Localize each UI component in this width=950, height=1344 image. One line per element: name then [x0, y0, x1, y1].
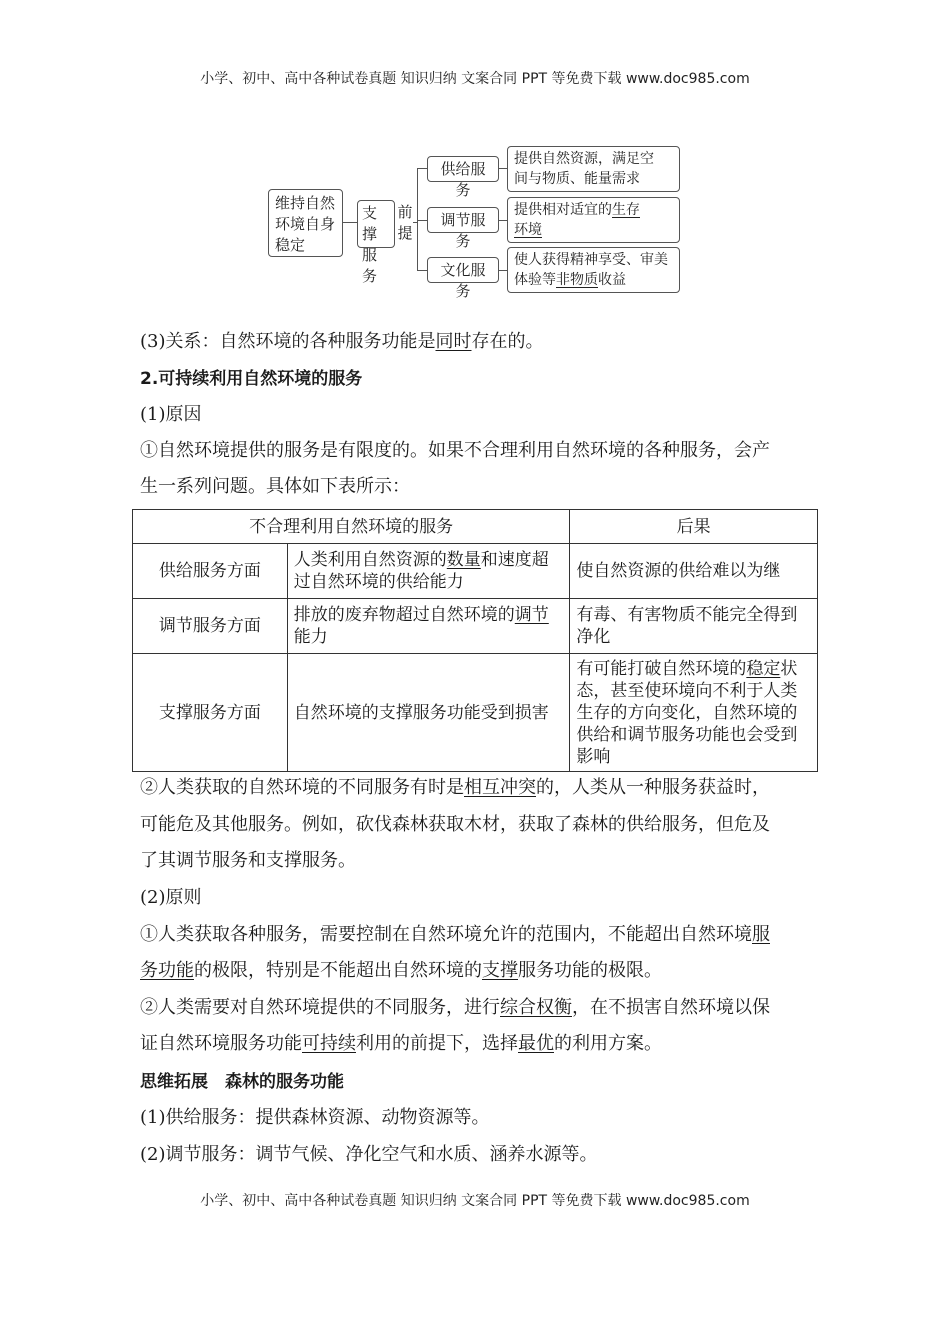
maintain-stability-box: 维持自然环境自身稳定 [268, 189, 343, 257]
connector [499, 168, 507, 169]
supply-service-box: 供给服务 [427, 156, 499, 182]
connector [417, 270, 427, 271]
reason-1-line2: 生一系列问题。具体如下表所示： [140, 476, 410, 497]
table-row [133, 510, 818, 544]
page-footer: 小学、初中、高中各种试卷真题 知识归纳 文案合同 PPT 等免费下载 www.doc985.com [200, 1193, 750, 1209]
table-header: 后果 [570, 510, 818, 544]
table-cell-result: 有毒、有害物质不能完全得到净化 [570, 599, 818, 654]
cultural-service-box: 文化服务 [427, 257, 499, 283]
section-title: 2.可持续利用自然环境的服务 [140, 369, 363, 389]
reason-2-line1: ②人类获取的自然环境的不同服务有时是相互冲突的，人类从一种服务获益时， [140, 777, 770, 798]
table-cell-result: 有可能打破自然环境的稳定状态，甚至使环境向不利于人类生存的方向变化，自然环境的供给和调节服务功能也会受到影响 [570, 654, 818, 772]
principle-1-line1: ①人类获取各种服务，需要控制在自然环境允许的范围内，不能超出自然环境服 [140, 924, 770, 945]
regulating-service-box: 调节服务 [427, 207, 499, 233]
table-row [133, 599, 818, 654]
table-cell-aspect: 供给服务方面 [133, 544, 288, 599]
reason-2-line3: 了其调节服务和支撑服务。 [140, 850, 356, 871]
consequence-table [132, 509, 818, 772]
cultural-desc-box: 使人获得精神享受、审美 体验等非物质收益 [507, 247, 680, 293]
connector [417, 168, 427, 169]
table-cell-cause: 自然环境的支撑服务功能受到损害 [287, 654, 570, 772]
principle-2-line1: ②人类需要对自然环境提供的不同服务，进行综合权衡，在不损害自然环境以保 [140, 997, 770, 1018]
connector [417, 220, 427, 221]
table-row [133, 544, 818, 599]
extension-item-1: (1)供给服务：提供森林资源、动物资源等。 [140, 1107, 490, 1128]
table-cell-cause: 排放的废弃物超过自然环境的调节能力 [287, 599, 570, 654]
table-header: 不合理利用自然环境的服务 [133, 510, 570, 544]
supply-desc-box: 提供自然资源，满足空 间与物质、能量需求 [507, 146, 680, 192]
page-header: 小学、初中、高中各种试卷真题 知识归纳 文案合同 PPT 等免费下载 www.doc985.com [200, 71, 750, 87]
relation-line: (3)关系：自然环境的各种服务功能是同时存在的。 [140, 331, 544, 352]
reason-1-line1: ①自然环境提供的服务是有限度的。如果不合理利用自然环境的各种服务，会产 [140, 440, 770, 461]
connector [499, 270, 507, 271]
reason-2-line2: 可能危及其他服务。例如，砍伐森林获取木材，获取了森林的供给服务，但危及 [140, 814, 770, 835]
principle-2-line2: 证自然环境服务功能可持续利用的前提下，选择最优的利用方案。 [140, 1033, 662, 1054]
table-cell-aspect: 调节服务方面 [133, 599, 288, 654]
principle-title: (2)原则 [140, 887, 202, 908]
premise-label: 前提 [397, 203, 413, 242]
regulating-desc-box: 提供相对适宜的生存 环境 [507, 197, 680, 243]
extension-title: 思维拓展 森林的服务功能 [140, 1072, 344, 1092]
table-row [133, 654, 818, 772]
extension-item-2: (2)调节服务：调节气候、净化空气和水质、涵养水源等。 [140, 1144, 598, 1165]
connector [343, 222, 357, 223]
reason-title: (1)原因 [140, 404, 202, 425]
service-diagram [0, 140, 950, 300]
table-cell-cause: 人类利用自然资源的数量和速度超过自然环境的供给能力 [287, 544, 570, 599]
table-cell-aspect: 支撑服务方面 [133, 654, 288, 772]
table-cell-result: 使自然资源的供给难以为继 [570, 544, 818, 599]
principle-1-line2: 务功能的极限，特别是不能超出自然环境的支撑服务功能的极限。 [140, 960, 662, 981]
support-service-box: 支撑服务 [357, 200, 395, 248]
connector [499, 220, 507, 221]
